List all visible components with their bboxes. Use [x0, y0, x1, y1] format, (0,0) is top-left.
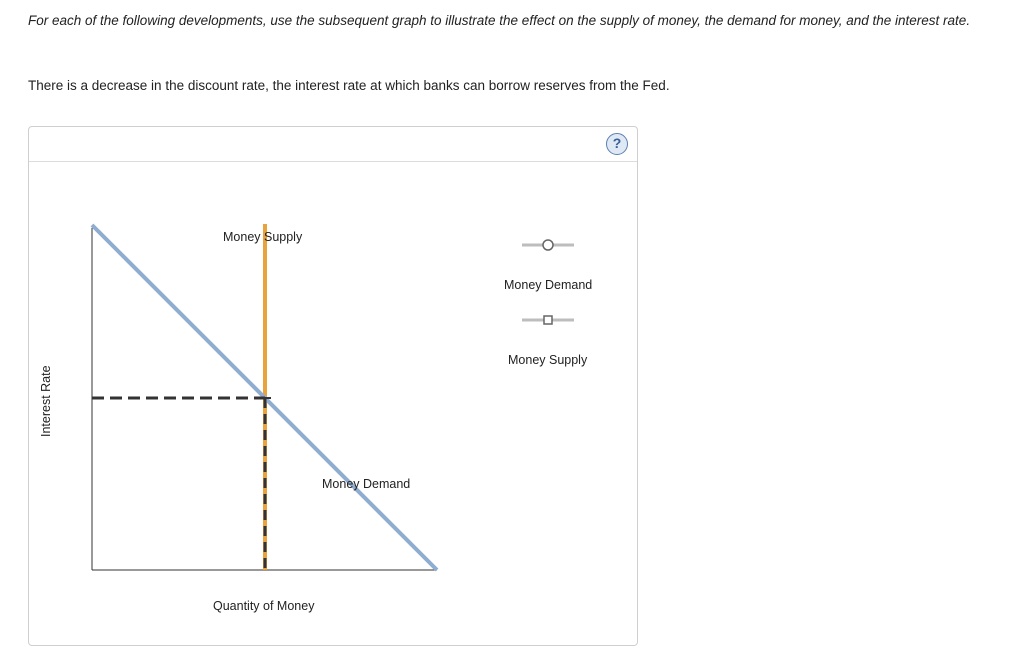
square-icon — [544, 316, 552, 324]
tool-money-demand-label: Money Demand — [504, 278, 593, 292]
y-axis-label: Interest Rate — [39, 365, 53, 437]
tool-money-demand[interactable] — [504, 240, 592, 292]
x-axis-label: Quantity of Money — [213, 599, 315, 613]
supply-curve-label: Money Supply — [223, 230, 303, 244]
demand-curve-label: Money Demand — [322, 477, 411, 491]
tool-money-supply[interactable] — [508, 316, 588, 367]
instructions-text: For each of the following developments, use the subsequent graph to illustrate the effect on the supply of money, the demand for money, and the interest rate. — [28, 13, 971, 28]
scenario-text: There is a decrease in the discount rate, the interest rate at which banks can borrow reserves from the Fed. — [28, 78, 670, 93]
circle-icon — [543, 240, 553, 250]
help-button[interactable]: ? — [606, 133, 628, 155]
tool-money-supply-label: Money Supply — [508, 353, 588, 367]
